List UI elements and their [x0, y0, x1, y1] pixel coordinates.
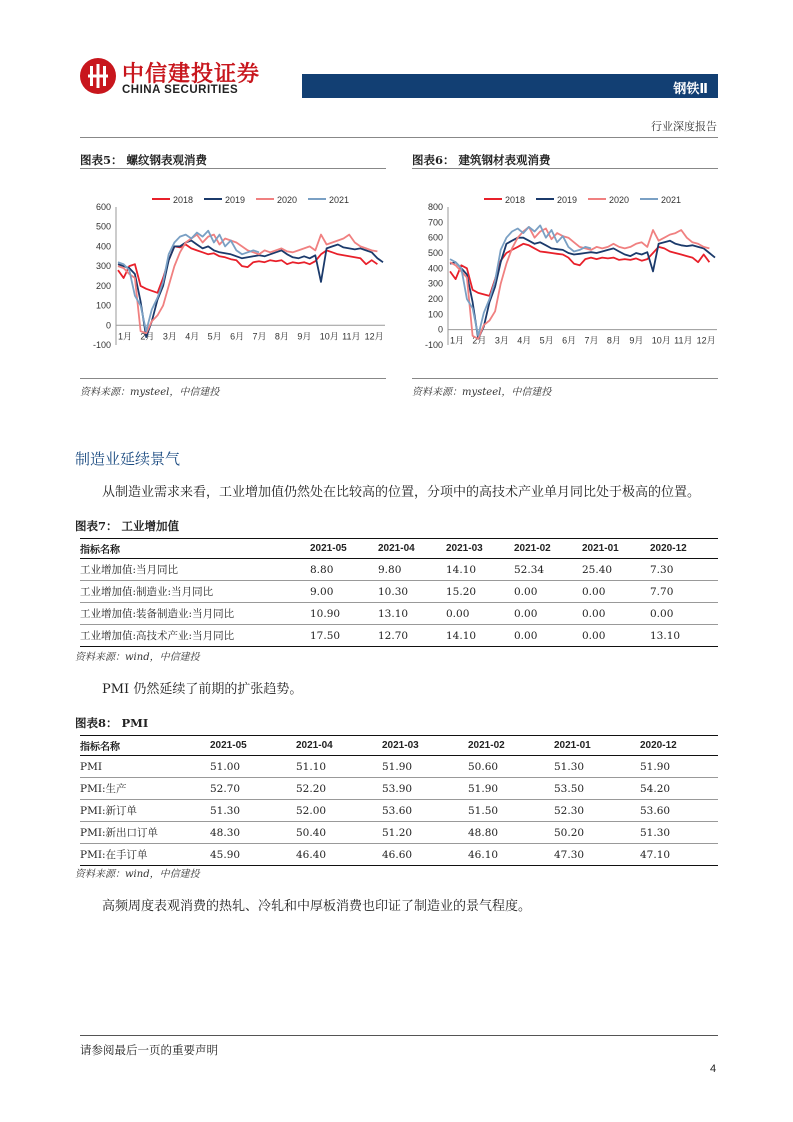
series-line-2018 — [450, 244, 709, 296]
table-cell: 54.20 — [640, 778, 718, 800]
brand-name-cn: 中信建投证券 — [122, 61, 261, 86]
x-tick-label: 5月 — [539, 335, 554, 346]
y-tick-label: 600 — [95, 202, 111, 212]
table-cell: 51.90 — [640, 756, 718, 778]
table-cell: 0.00 — [514, 625, 582, 647]
header-band — [302, 74, 718, 98]
y-tick-label: -100 — [424, 340, 443, 350]
table-cell: 51.20 — [382, 822, 468, 844]
y-tick-label: 300 — [427, 278, 443, 289]
x-tick-label: 8月 — [606, 335, 621, 346]
y-tick-label: 100 — [427, 309, 443, 320]
chart6-title-rule — [412, 168, 718, 169]
chart6-source: 资料来源：mysteel，中信建投 — [412, 387, 552, 398]
table-cell: 0.00 — [582, 603, 650, 625]
table8-title: 图表8： PMI — [75, 716, 149, 730]
table-cell: 9.80 — [378, 559, 446, 581]
chart5-bottom-rule — [80, 378, 386, 379]
x-tick-label: 11月 — [342, 331, 361, 342]
table-cell: 工业增加值:高技术产业:当月同比 — [80, 625, 310, 647]
table-cell: PMI — [80, 756, 210, 778]
y-tick-label: 600 — [427, 232, 443, 243]
x-tick-label: 2月 — [472, 335, 487, 346]
table-header-row — [80, 736, 718, 756]
legend-label: 2019 — [225, 195, 246, 205]
table-cell: 50.40 — [296, 822, 382, 844]
x-tick-label: 7月 — [584, 335, 599, 346]
header-divider — [80, 137, 718, 138]
footer-divider — [80, 1035, 718, 1036]
x-tick-label: 12月 — [364, 331, 384, 342]
table-cell: PMI:新出口订单 — [80, 822, 210, 844]
chart5-title: 图表5： 螺纹钢表观消费 — [80, 153, 208, 167]
table-cell: 53.90 — [382, 778, 468, 800]
x-tick-label: 5月 — [207, 331, 222, 342]
x-tick-label: 8月 — [274, 331, 289, 342]
table-cell: 14.10 — [446, 625, 514, 647]
table-row — [80, 559, 718, 581]
table-cell: 工业增加值:制造业:当月同比 — [80, 581, 310, 603]
paragraph-1: 从制造业需求来看，工业增加值仍然处在比较高的位置，分项中的高技术产业单月同比处于极高的位置。 — [102, 485, 701, 500]
x-tick-label: 11月 — [674, 335, 693, 346]
x-tick-label: 9月 — [297, 331, 312, 342]
legend-label: 2020 — [277, 195, 298, 205]
table-cell: 52.30 — [554, 800, 640, 822]
table-cell: 0.00 — [514, 581, 582, 603]
table-cell: 工业增加值:装备制造业:当月同比 — [80, 603, 310, 625]
table-cell: 12.70 — [378, 625, 446, 647]
y-tick-label: 500 — [427, 248, 443, 258]
brand-name-en: CHINA SECURITIES — [122, 84, 239, 96]
chart6-title: 图表6： 建筑钢材表观消费 — [412, 153, 551, 167]
x-tick-label: 1月 — [118, 331, 133, 342]
legend-label: 2021 — [329, 195, 350, 205]
table-cell: 10.30 — [378, 581, 446, 603]
table-header-cell: 指标名称 — [80, 539, 310, 559]
series-line-2020 — [118, 235, 377, 334]
table-cell: 13.10 — [378, 603, 446, 625]
y-tick-label: -100 — [92, 340, 111, 350]
table-cell: 0.00 — [446, 603, 514, 625]
table-cell: 46.40 — [296, 844, 382, 866]
x-tick-label: 10月 — [319, 331, 339, 342]
y-tick-label: 100 — [95, 300, 111, 311]
table-cell: 51.00 — [210, 756, 296, 778]
table-cell: PMI:生产 — [80, 778, 210, 800]
legend-label: 2018 — [505, 195, 526, 205]
table-cell: 0.00 — [650, 603, 718, 625]
table-cell: 51.90 — [468, 778, 554, 800]
x-tick-label: 6月 — [230, 331, 245, 342]
table-row — [80, 822, 718, 844]
table-header-cell: 2021-04 — [296, 736, 382, 756]
x-tick-label: 10月 — [651, 335, 671, 346]
table-cell: 47.30 — [554, 844, 640, 866]
table-cell: 52.00 — [296, 800, 382, 822]
y-tick-label: 300 — [95, 261, 111, 272]
paragraph-3: 高频周度表观消费的热轧、冷轧和中厚板消费也印证了制造业的景气程度。 — [102, 899, 532, 914]
report-type: 行业深度报告 — [651, 120, 717, 133]
table-row — [80, 581, 718, 603]
table7-source: 资料来源：wind，中信建投 — [75, 652, 200, 663]
table-cell: 53.60 — [640, 800, 718, 822]
table-row — [80, 603, 718, 625]
x-tick-label: 3月 — [162, 331, 177, 342]
table-cell: 0.00 — [514, 603, 582, 625]
x-tick-label: 4月 — [517, 335, 532, 346]
table-cell: 48.30 — [210, 822, 296, 844]
table-cell: 13.10 — [650, 625, 718, 647]
table-cell: 8.80 — [310, 559, 378, 581]
table-cell: 51.10 — [296, 756, 382, 778]
y-tick-label: 700 — [427, 217, 443, 228]
table-header-cell: 2020-12 — [640, 736, 718, 756]
table-cell: 46.60 — [382, 844, 468, 866]
chart5-title-rule — [80, 168, 386, 169]
table-cell: 51.30 — [210, 800, 296, 822]
table-header-cell: 2021-03 — [382, 736, 468, 756]
table-cell: 7.30 — [650, 559, 718, 581]
table8 — [80, 735, 718, 866]
table-header-cell: 2021-05 — [210, 736, 296, 756]
chart5-svg — [80, 185, 390, 375]
x-tick-label: 2月 — [140, 331, 155, 342]
y-tick-label: 200 — [95, 280, 111, 291]
legend-label: 2021 — [661, 195, 682, 205]
table8-source: 资料来源：wind，中信建投 — [75, 869, 200, 880]
chart6-bottom-rule — [412, 378, 718, 379]
x-tick-label: 1月 — [450, 335, 465, 346]
table-cell: 9.00 — [310, 581, 378, 603]
table-cell: PMI:在手订单 — [80, 844, 210, 866]
table7-title: 图表7： 工业增加值 — [75, 519, 180, 533]
table-cell: 52.34 — [514, 559, 582, 581]
table-cell: 47.10 — [640, 844, 718, 866]
table-cell: 46.10 — [468, 844, 554, 866]
table-cell: 50.20 — [554, 822, 640, 844]
legend-label: 2019 — [557, 195, 578, 205]
x-tick-label: 3月 — [494, 335, 509, 346]
table-header-row — [80, 539, 718, 559]
y-tick-label: 0 — [437, 324, 443, 335]
table-row — [80, 778, 718, 800]
table-header-cell: 2021-01 — [554, 736, 640, 756]
chart6-svg — [412, 185, 722, 375]
table-header-cell: 2021-05 — [310, 539, 378, 559]
table-cell: 14.10 — [446, 559, 514, 581]
table-row — [80, 756, 718, 778]
table-cell: 17.50 — [310, 625, 378, 647]
legend-label: 2020 — [609, 195, 630, 205]
x-tick-label: 4月 — [185, 331, 200, 342]
china-securities-logo-icon — [80, 58, 116, 94]
series-line-2020 — [450, 227, 709, 339]
table-row — [80, 800, 718, 822]
table-cell: 25.40 — [582, 559, 650, 581]
table-header-cell: 2021-04 — [378, 539, 446, 559]
table-cell: 10.90 — [310, 603, 378, 625]
table-cell: 15.20 — [446, 581, 514, 603]
table-cell: 0.00 — [582, 625, 650, 647]
x-tick-label: 6月 — [562, 335, 577, 346]
table-row — [80, 844, 718, 866]
table7 — [80, 538, 718, 647]
chart5-source: 资料来源：mysteel，中信建投 — [80, 387, 220, 398]
table-cell: 51.30 — [554, 756, 640, 778]
table-header-cell: 2021-02 — [514, 539, 582, 559]
table-cell: 52.70 — [210, 778, 296, 800]
table-cell: 7.70 — [650, 581, 718, 603]
y-tick-label: 200 — [427, 294, 443, 304]
table-cell: 52.20 — [296, 778, 382, 800]
y-tick-label: 400 — [427, 263, 443, 274]
section-title: 制造业延续景气 — [75, 450, 181, 468]
table-header-cell: 指标名称 — [80, 736, 210, 756]
table-cell: PMI:新订单 — [80, 800, 210, 822]
y-tick-label: 500 — [95, 221, 111, 232]
table-header-cell: 2021-01 — [582, 539, 650, 559]
table-header-cell: 2021-02 — [468, 736, 554, 756]
footer-disclaimer: 请参阅最后一页的重要声明 — [80, 1043, 218, 1057]
table-cell: 53.50 — [554, 778, 640, 800]
table-cell: 51.30 — [640, 822, 718, 844]
x-tick-label: 9月 — [629, 335, 644, 346]
y-tick-label: 400 — [95, 241, 111, 252]
legend-label: 2018 — [173, 195, 194, 205]
x-tick-label: 7月 — [252, 331, 267, 342]
table-row — [80, 625, 718, 647]
sector-label: 钢铁Ⅱ — [673, 81, 708, 96]
table-cell: 51.50 — [468, 800, 554, 822]
y-tick-label: 0 — [105, 320, 111, 331]
page-number: 4 — [710, 1063, 717, 1075]
table-cell: 50.60 — [468, 756, 554, 778]
table-cell: 工业增加值:当月同比 — [80, 559, 310, 581]
table-cell: 53.60 — [382, 800, 468, 822]
table-cell: 48.80 — [468, 822, 554, 844]
table-header-cell: 2021-03 — [446, 539, 514, 559]
table-cell: 45.90 — [210, 844, 296, 866]
x-tick-label: 12月 — [696, 335, 716, 346]
table-header-cell: 2020-12 — [650, 539, 718, 559]
y-tick-label: 800 — [427, 202, 443, 212]
table-cell: 51.90 — [382, 756, 468, 778]
paragraph-2: PMI 仍然延续了前期的扩张趋势。 — [102, 682, 303, 697]
table-cell: 0.00 — [582, 581, 650, 603]
